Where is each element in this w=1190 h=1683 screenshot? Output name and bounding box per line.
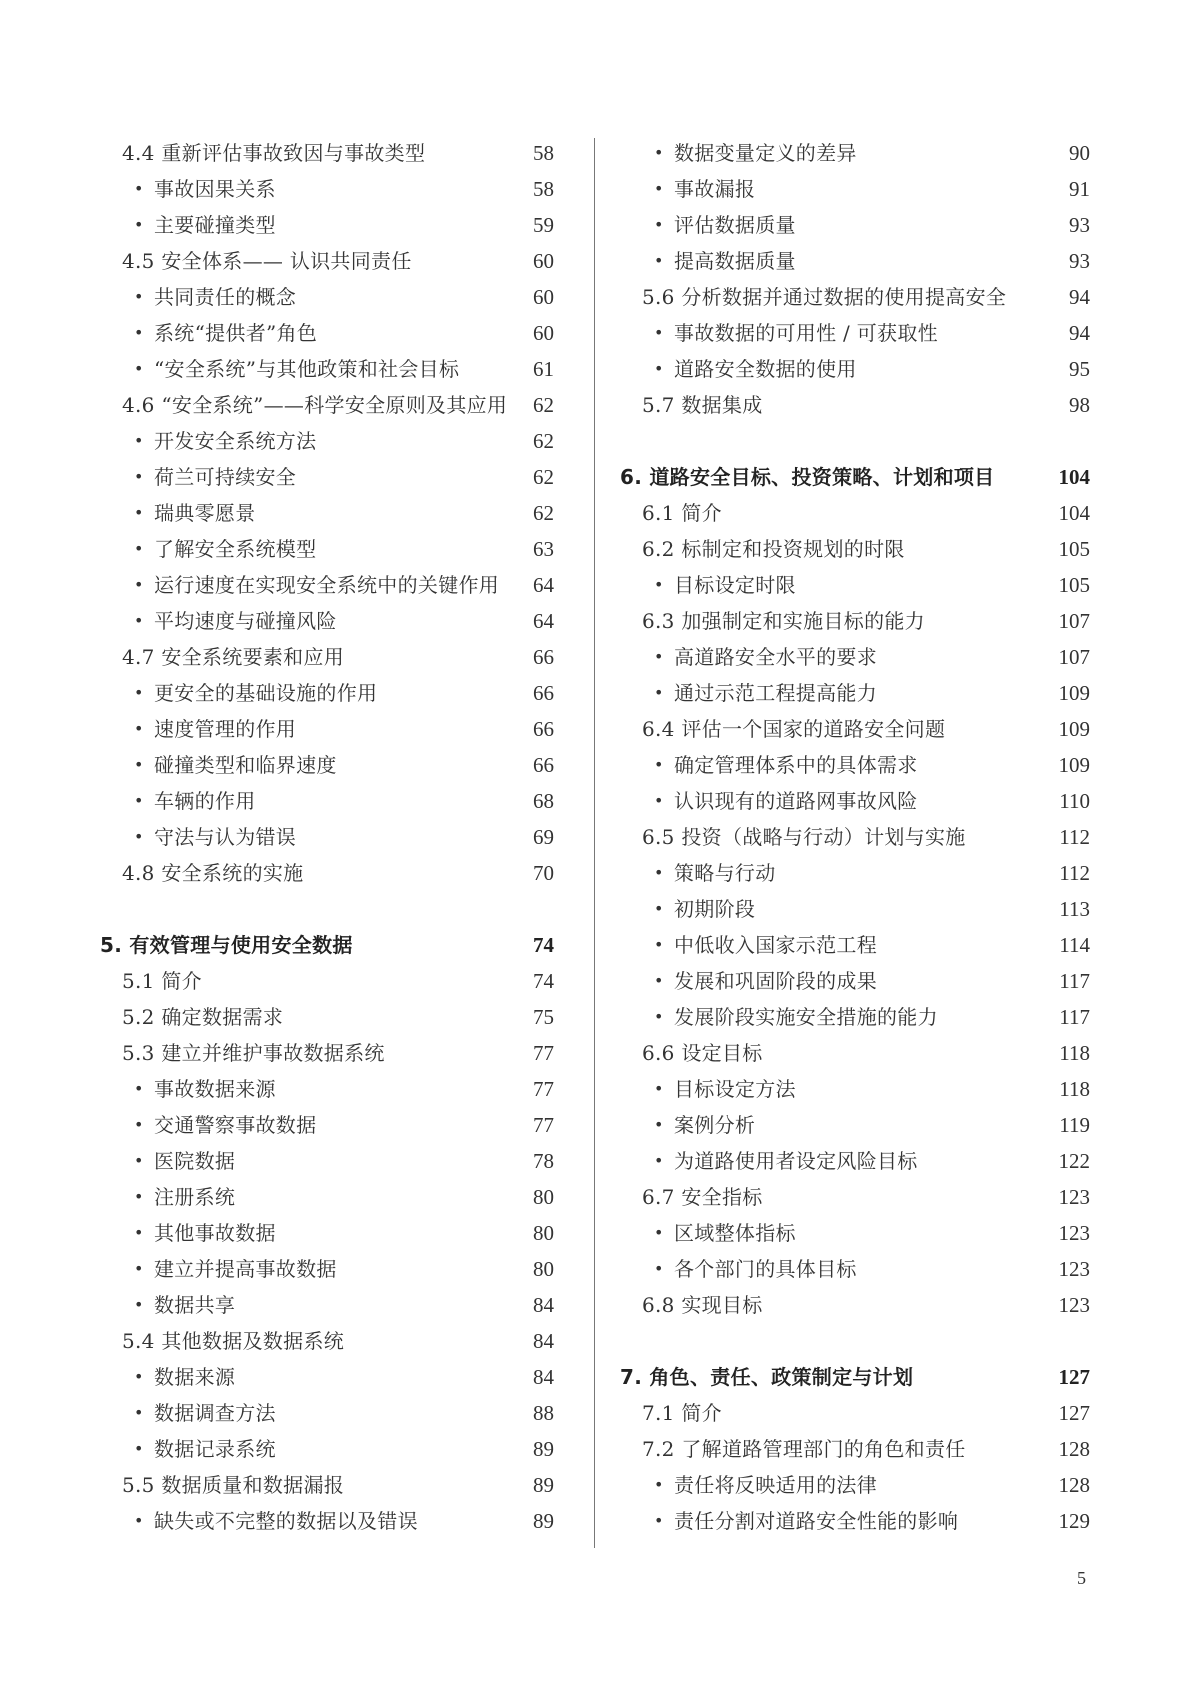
toc-item-entry[interactable]	[620, 639, 1090, 675]
toc-entry-title: • 事故漏报	[674, 171, 755, 207]
toc-item-entry[interactable]	[100, 819, 558, 855]
toc-section-entry[interactable]	[620, 1395, 1090, 1431]
toc-entry-title: • 缺失或不完整的数据以及错误	[154, 1503, 418, 1539]
toc-entry-page: 112	[1059, 825, 1090, 849]
toc-entry-page: 105	[1058, 573, 1090, 597]
toc-entry-title: 5.5 数据质量和数据漏报	[122, 1473, 345, 1497]
toc-entry-title: • 速度管理的作用	[154, 711, 296, 747]
toc-section-entry[interactable]	[100, 387, 558, 423]
toc-entry-title: • 案例分析	[674, 1107, 755, 1143]
toc-entry-page: 60	[533, 285, 554, 309]
toc-item-entry[interactable]	[620, 1143, 1090, 1179]
toc-item-entry[interactable]	[100, 207, 558, 243]
toc-entry-page: 98	[1069, 393, 1090, 417]
toc-right-column	[620, 135, 1090, 1539]
toc-entry-title: • 了解安全系统模型	[154, 531, 316, 567]
toc-entry-page: 104	[1058, 501, 1090, 525]
toc-item-entry[interactable]	[100, 351, 558, 387]
toc-item-entry[interactable]	[620, 567, 1090, 603]
toc-section-entry[interactable]	[100, 1467, 558, 1503]
toc-entry-title: • 车辆的作用	[154, 783, 256, 819]
toc-section-entry[interactable]	[620, 819, 1090, 855]
toc-item-entry[interactable]	[620, 855, 1090, 891]
toc-entry-page: 109	[1058, 681, 1090, 705]
toc-section-entry[interactable]	[100, 243, 558, 279]
toc-left-column	[100, 135, 558, 1539]
toc-entry-page: 90	[1069, 141, 1090, 165]
toc-entry-page: 60	[533, 249, 554, 273]
toc-item-entry[interactable]	[100, 459, 558, 495]
toc-entry-page: 128	[1058, 1437, 1090, 1461]
toc-entry-page: 107	[1058, 609, 1090, 633]
toc-entry-title: • 其他事故数据	[154, 1215, 276, 1251]
toc-entry-title: • 数据共享	[154, 1287, 235, 1323]
toc-item-entry[interactable]	[620, 315, 1090, 351]
toc-item-entry[interactable]	[100, 1503, 558, 1539]
toc-entry-page: 113	[1059, 897, 1090, 921]
toc-entry-title: • 高道路安全水平的要求	[674, 639, 877, 675]
toc-item-entry[interactable]	[620, 171, 1090, 207]
toc-entry-title: 6.5 投资（战略与行动）计划与实施	[642, 825, 966, 849]
toc-entry-title: • 为道路使用者设定风险目标	[674, 1143, 918, 1179]
toc-entry-page: 91	[1069, 177, 1090, 201]
toc-entry-page: 123	[1058, 1257, 1090, 1281]
toc-entry-title: 4.6 “安全系统”——科学安全原则及其应用	[122, 393, 508, 417]
toc-item-entry[interactable]	[620, 243, 1090, 279]
toc-entry-page: 118	[1059, 1077, 1090, 1101]
toc-item-entry[interactable]	[100, 1179, 558, 1215]
toc-entry-page: 80	[533, 1221, 554, 1245]
toc-entry-page: 127	[1058, 1365, 1090, 1389]
toc-entry-title: • 发展阶段实施安全措施的能力	[674, 999, 938, 1035]
toc-entry-page: 117	[1059, 1005, 1090, 1029]
toc-entry-title: • 开发安全系统方法	[154, 423, 316, 459]
toc-item-entry[interactable]	[620, 207, 1090, 243]
toc-entry-title: • 数据调查方法	[154, 1395, 276, 1431]
toc-entry-page: 66	[533, 645, 554, 669]
toc-entry-title: • 建立并提高事故数据	[154, 1251, 337, 1287]
toc-item-entry[interactable]	[620, 999, 1090, 1035]
toc-entry-page: 119	[1059, 1113, 1090, 1137]
toc-entry-page: 64	[533, 573, 554, 597]
toc-entry-page: 75	[533, 1005, 554, 1029]
toc-entry-page: 128	[1058, 1473, 1090, 1497]
toc-spacer	[620, 423, 1090, 459]
toc-item-entry[interactable]	[620, 927, 1090, 963]
toc-entry-title: 7. 角色、责任、政策制定与计划	[620, 1365, 914, 1389]
toc-entry-page: 62	[533, 465, 554, 489]
toc-entry-page: 58	[533, 141, 554, 165]
toc-entry-title: 6.6 设定目标	[642, 1041, 763, 1065]
toc-entry-page: 63	[533, 537, 554, 561]
toc-entry-title: • 主要碰撞类型	[154, 207, 276, 243]
toc-entry-title: • 责任分割对道路安全性能的影响	[674, 1503, 958, 1539]
toc-entry-title: • 提高数据质量	[674, 243, 796, 279]
toc-entry-title: 5. 有效管理与使用安全数据	[100, 933, 353, 957]
toc-entry-page: 123	[1058, 1293, 1090, 1317]
toc-entry-title: • 目标设定时限	[674, 567, 796, 603]
toc-entry-title: • 更安全的基础设施的作用	[154, 675, 377, 711]
toc-item-entry[interactable]	[620, 351, 1090, 387]
toc-item-entry[interactable]	[100, 1431, 558, 1467]
toc-item-entry[interactable]	[620, 963, 1090, 999]
toc-entry-title: • “安全系统”与其他政策和社会目标	[154, 351, 459, 387]
toc-item-entry[interactable]	[100, 1107, 558, 1143]
toc-entry-page: 104	[1058, 465, 1090, 489]
toc-entry-title: • 数据记录系统	[154, 1431, 276, 1467]
toc-entry-page: 62	[533, 501, 554, 525]
toc-entry-page: 64	[533, 609, 554, 633]
toc-item-entry[interactable]	[100, 315, 558, 351]
toc-entry-title: 4.8 安全系统的实施	[122, 861, 304, 885]
toc-entry-page: 60	[533, 321, 554, 345]
toc-entry-title: • 责任将反映适用的法律	[674, 1467, 877, 1503]
toc-entry-title: • 区域整体指标	[674, 1215, 796, 1251]
toc-entry-title: 5.2 确定数据需求	[122, 1005, 284, 1029]
column-divider	[594, 138, 595, 1548]
toc-entry-title: 4.4 重新评估事故致因与事故类型	[122, 141, 426, 165]
toc-entry-page: 70	[533, 861, 554, 885]
toc-entry-page: 80	[533, 1257, 554, 1281]
toc-entry-page: 123	[1058, 1221, 1090, 1245]
toc-entry-title: • 平均速度与碰撞风险	[154, 603, 337, 639]
toc-item-entry[interactable]	[100, 675, 558, 711]
toc-section-entry[interactable]	[100, 855, 558, 891]
toc-section-entry[interactable]	[620, 531, 1090, 567]
toc-section-entry[interactable]	[100, 963, 558, 999]
toc-chapter-entry[interactable]	[620, 1359, 1090, 1395]
toc-section-entry[interactable]	[100, 1323, 558, 1359]
toc-item-entry[interactable]	[100, 1287, 558, 1323]
toc-entry-title: 5.3 建立并维护事故数据系统	[122, 1041, 385, 1065]
toc-item-entry[interactable]	[620, 891, 1090, 927]
toc-section-entry[interactable]	[620, 495, 1090, 531]
toc-section-entry[interactable]	[620, 711, 1090, 747]
toc-entry-page: 105	[1058, 537, 1090, 561]
toc-entry-title: • 道路安全数据的使用	[674, 351, 857, 387]
toc-item-entry[interactable]	[100, 279, 558, 315]
toc-entry-title: 4.5 安全体系—— 认识共同责任	[122, 249, 412, 273]
toc-entry-title: • 通过示范工程提高能力	[674, 675, 877, 711]
toc-section-entry[interactable]	[620, 1179, 1090, 1215]
toc-entry-title: • 共同责任的概念	[154, 279, 296, 315]
toc-entry-title: 5.1 简介	[122, 969, 202, 993]
toc-entry-title: 6.3 加强制定和实施目标的能力	[642, 609, 925, 633]
toc-entry-page: 69	[533, 825, 554, 849]
toc-item-entry[interactable]	[620, 135, 1090, 171]
toc-item-entry[interactable]	[100, 1215, 558, 1251]
toc-entry-title: • 事故数据来源	[154, 1071, 276, 1107]
toc-item-entry[interactable]	[620, 1107, 1090, 1143]
toc-entry-title: 6.4 评估一个国家的道路安全问题	[642, 717, 946, 741]
toc-item-entry[interactable]	[620, 675, 1090, 711]
page-number: 5	[1077, 1568, 1086, 1588]
toc-item-entry[interactable]	[100, 567, 558, 603]
toc-item-entry[interactable]	[620, 747, 1090, 783]
toc-entry-title: • 策略与行动	[674, 855, 776, 891]
toc-entry-page: 109	[1058, 717, 1090, 741]
toc-entry-page: 123	[1058, 1185, 1090, 1209]
toc-item-entry[interactable]	[620, 1071, 1090, 1107]
toc-item-entry[interactable]	[100, 1359, 558, 1395]
toc-item-entry[interactable]	[620, 1215, 1090, 1251]
toc-entry-title: • 事故数据的可用性 / 可获取性	[674, 315, 938, 351]
toc-entry-page: 93	[1069, 249, 1090, 273]
toc-item-entry[interactable]	[100, 603, 558, 639]
toc-spacer	[620, 1323, 1090, 1359]
toc-entry-title: 7.2 了解道路管理部门的角色和责任	[642, 1437, 966, 1461]
toc-entry-page: 94	[1069, 285, 1090, 309]
toc-entry-title: • 交通警察事故数据	[154, 1107, 316, 1143]
toc-entry-page: 89	[533, 1437, 554, 1461]
toc-entry-title: • 荷兰可持续安全	[154, 459, 296, 495]
toc-entry-title: • 发展和巩固阶段的成果	[674, 963, 877, 999]
toc-spacer	[100, 891, 558, 927]
toc-item-entry[interactable]	[100, 1395, 558, 1431]
toc-entry-page: 66	[533, 681, 554, 705]
toc-entry-title: • 数据变量定义的差异	[674, 135, 857, 171]
toc-item-entry[interactable]	[100, 1143, 558, 1179]
toc-entry-page: 58	[533, 177, 554, 201]
toc-item-entry[interactable]	[620, 1251, 1090, 1287]
toc-entry-title: • 初期阶段	[674, 891, 755, 927]
toc-entry-page: 77	[533, 1113, 554, 1137]
toc-entry-page: 107	[1058, 645, 1090, 669]
toc-section-entry[interactable]	[620, 1431, 1090, 1467]
toc-entry-page: 110	[1059, 789, 1090, 813]
toc-section-entry[interactable]	[620, 1035, 1090, 1071]
toc-entry-title: 7.1 简介	[642, 1401, 722, 1425]
toc-item-entry[interactable]	[100, 1071, 558, 1107]
toc-entry-page: 66	[533, 753, 554, 777]
toc-entry-title: 6. 道路安全目标、投资策略、计划和项目	[620, 465, 995, 489]
toc-item-entry[interactable]	[620, 1503, 1090, 1539]
toc-entry-page: 74	[533, 969, 554, 993]
toc-section-entry[interactable]	[100, 1035, 558, 1071]
toc-item-entry[interactable]	[620, 1467, 1090, 1503]
toc-entry-title: • 数据来源	[154, 1359, 235, 1395]
toc-entry-page: 80	[533, 1185, 554, 1209]
toc-item-entry[interactable]	[100, 747, 558, 783]
toc-entry-title: 5.7 数据集成	[642, 393, 763, 417]
toc-entry-page: 109	[1058, 753, 1090, 777]
toc-entry-page: 117	[1059, 969, 1090, 993]
toc-entry-page: 84	[533, 1293, 554, 1317]
toc-entry-page: 118	[1059, 1041, 1090, 1065]
toc-entry-title: 6.8 实现目标	[642, 1293, 763, 1317]
toc-entry-page: 112	[1059, 861, 1090, 885]
toc-entry-title: • 瑞典零愿景	[154, 495, 256, 531]
toc-entry-title: • 医院数据	[154, 1143, 235, 1179]
toc-entry-page: 66	[533, 717, 554, 741]
toc-entry-title: • 目标设定方法	[674, 1071, 796, 1107]
toc-item-entry[interactable]	[100, 783, 558, 819]
toc-entry-title: 4.7 安全系统要素和应用	[122, 645, 345, 669]
toc-entry-page: 129	[1058, 1509, 1090, 1533]
toc-entry-title: • 系统“提供者”角色	[154, 315, 317, 351]
toc-entry-title: • 各个部门的具体目标	[674, 1251, 857, 1287]
toc-entry-page: 77	[533, 1077, 554, 1101]
toc-entry-page: 84	[533, 1365, 554, 1389]
toc-entry-title: 6.2 标制定和投资规划的时限	[642, 537, 905, 561]
toc-entry-title: 5.6 分析数据并通过数据的使用提高安全	[642, 285, 1007, 309]
toc-entry-title: 6.1 简介	[642, 501, 722, 525]
toc-section-entry[interactable]	[620, 387, 1090, 423]
toc-item-entry[interactable]	[620, 783, 1090, 819]
toc-item-entry[interactable]	[100, 495, 558, 531]
toc-entry-page: 68	[533, 789, 554, 813]
toc-entry-page: 84	[533, 1329, 554, 1353]
toc-entry-title: 6.7 安全指标	[642, 1185, 763, 1209]
toc-entry-page: 94	[1069, 321, 1090, 345]
toc-entry-title: • 注册系统	[154, 1179, 235, 1215]
toc-entry-page: 74	[533, 933, 554, 957]
toc-entry-page: 78	[533, 1149, 554, 1173]
toc-entry-title: • 评估数据质量	[674, 207, 796, 243]
toc-entry-title: • 碰撞类型和临界速度	[154, 747, 337, 783]
toc-entry-page: 89	[533, 1509, 554, 1533]
toc-entry-page: 62	[533, 393, 554, 417]
toc-entry-title: • 事故因果关系	[154, 171, 276, 207]
toc-item-entry[interactable]	[100, 1251, 558, 1287]
toc-item-entry[interactable]	[100, 423, 558, 459]
toc-section-entry[interactable]	[620, 603, 1090, 639]
toc-entry-title: • 中低收入国家示范工程	[674, 927, 877, 963]
toc-section-entry[interactable]	[620, 1287, 1090, 1323]
toc-entry-title: • 认识现有的道路网事故风险	[674, 783, 918, 819]
toc-entry-page: 59	[533, 213, 554, 237]
toc-entry-title: • 运行速度在实现安全系统中的关键作用	[154, 567, 499, 603]
toc-entry-page: 95	[1069, 357, 1090, 381]
toc-chapter-entry[interactable]	[100, 927, 558, 963]
toc-entry-page: 93	[1069, 213, 1090, 237]
toc-entry-page: 89	[533, 1473, 554, 1497]
toc-item-entry[interactable]	[100, 531, 558, 567]
toc-entry-page: 122	[1058, 1149, 1090, 1173]
toc-item-entry[interactable]	[100, 711, 558, 747]
toc-section-entry[interactable]	[100, 135, 558, 171]
toc-entry-page: 61	[533, 357, 554, 381]
toc-entry-page: 127	[1058, 1401, 1090, 1425]
toc-section-entry[interactable]	[100, 639, 558, 675]
toc-entry-page: 88	[533, 1401, 554, 1425]
toc-entry-page: 114	[1059, 933, 1090, 957]
toc-entry-page: 77	[533, 1041, 554, 1065]
toc-entry-title: 5.4 其他数据及数据系统	[122, 1329, 345, 1353]
toc-entry-page: 62	[533, 429, 554, 453]
toc-entry-title: • 守法与认为错误	[154, 819, 296, 855]
toc-item-entry[interactable]	[100, 171, 558, 207]
toc-section-entry[interactable]	[100, 999, 558, 1035]
toc-section-entry[interactable]	[620, 279, 1090, 315]
toc-entry-title: • 确定管理体系中的具体需求	[674, 747, 918, 783]
toc-chapter-entry[interactable]	[620, 459, 1090, 495]
